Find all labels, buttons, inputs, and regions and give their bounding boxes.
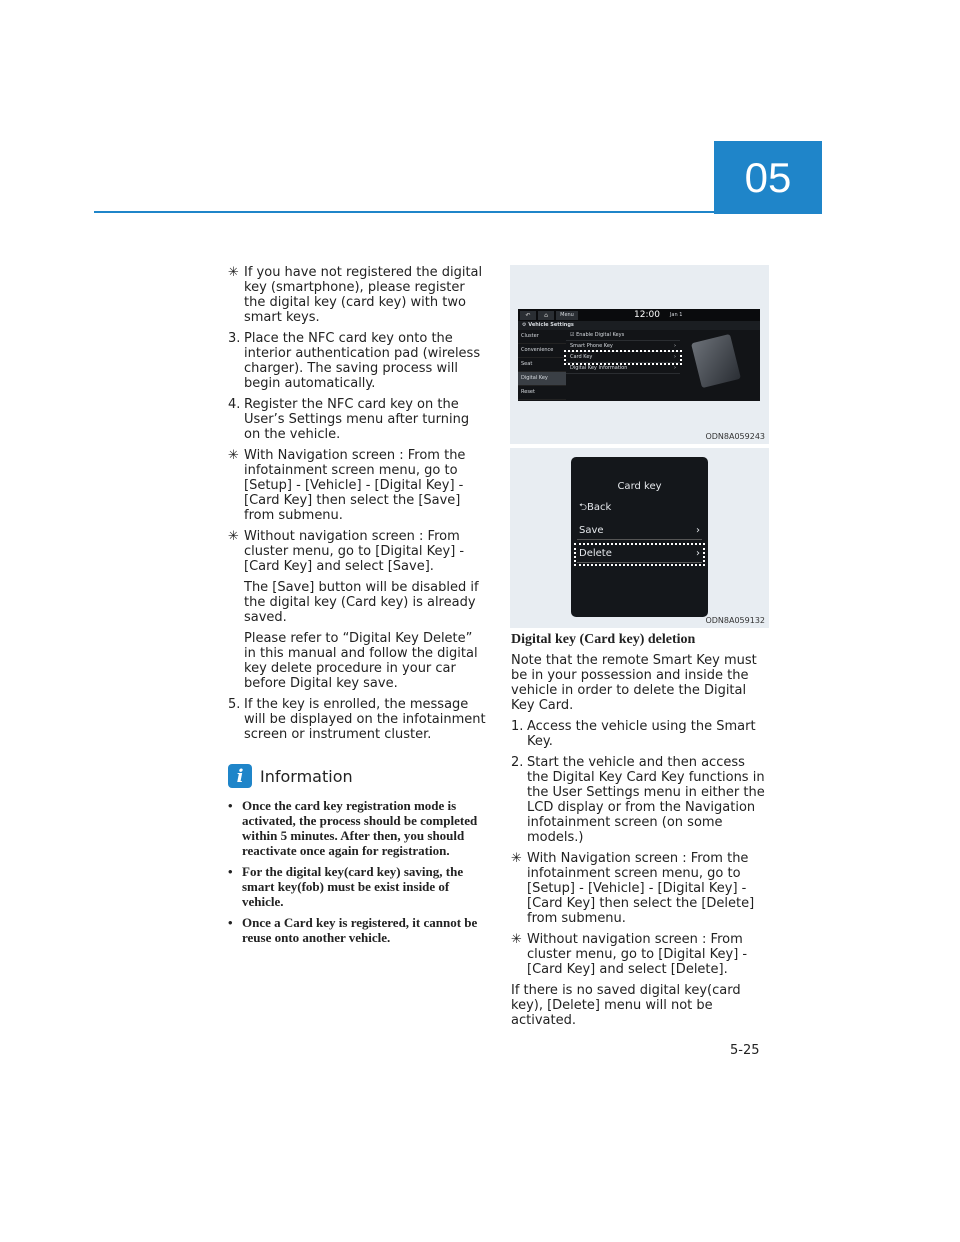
step-item: 5. If the key is enrolled, the message will be displayed on the infotainment screen or instrument cluster. bbox=[228, 697, 486, 742]
asterisk-icon: ✳ bbox=[511, 932, 522, 947]
menu-row-highlighted: Card Key › bbox=[566, 352, 680, 363]
section-heading: Digital key (Card key) deletion bbox=[511, 632, 696, 647]
checkbox-icon: ☑ bbox=[570, 332, 575, 338]
step-item: 3. Place the NFC card key onto the interior authentication pad (wireless charger). The saving process will begin automatically. bbox=[228, 331, 481, 391]
bullet-icon: • bbox=[228, 915, 233, 930]
note-item: ✳ Without navigation screen : From cluster menu, go to [Digital Key] - [Card Key] and select [Save]. bbox=[228, 529, 465, 574]
screen-title: ⚙ Vehicle Settings bbox=[518, 321, 760, 330]
page-number: 5-25 bbox=[730, 1043, 760, 1058]
info-bullet: • Once the card key registration mode is activated, the process should be completed within 5 minutes. After then, you should reactivate once again for registration. bbox=[228, 798, 478, 858]
left-column bbox=[228, 265, 486, 951]
paragraph: Note that the remote Smart Key must be in your possession and inside the vehicle in order to delete the Digital Key Card. bbox=[511, 653, 757, 713]
figure-caption: ODN8A059243 bbox=[705, 432, 765, 441]
figure-caption: ODN8A059132 bbox=[705, 616, 765, 625]
asterisk-icon: ✳ bbox=[511, 851, 522, 866]
chevron-right-icon: › bbox=[674, 365, 676, 371]
sidebar-item: Reset bbox=[518, 386, 566, 400]
header-rule bbox=[94, 211, 714, 213]
home-icon: ⌂ bbox=[538, 311, 554, 320]
gear-icon: ⚙ bbox=[522, 322, 527, 328]
screen-body bbox=[518, 330, 760, 400]
menu-row: ☑ Enable Digital Keys bbox=[566, 330, 680, 341]
asterisk-icon: ✳ bbox=[228, 529, 239, 544]
back-arrow-icon: ⮌ bbox=[579, 502, 588, 513]
figure-infotainment bbox=[510, 265, 769, 444]
card-key-illustration bbox=[691, 334, 741, 388]
screen-main bbox=[566, 330, 760, 400]
menu-row: Digital Key Information › bbox=[566, 363, 680, 374]
bullet-icon: • bbox=[228, 798, 233, 813]
paragraph: The [Save] button will be disabled if the digital key (Card key) is already saved. bbox=[244, 580, 479, 625]
screen-title: Card key bbox=[617, 481, 662, 492]
note-item: ✳ With Navigation screen : From the infotainment screen menu, go to [Setup] - [Vehicle] - [Digital Key] - [Card Key] then select the [Delete] from submenu. bbox=[511, 851, 755, 926]
chapter-tab: 05 bbox=[714, 141, 822, 214]
step-item: 4. Register the NFC card key on the User’s Settings menu after turning on the vehicle. bbox=[228, 397, 470, 442]
chevron-right-icon: › bbox=[696, 525, 700, 536]
screen-sidebar bbox=[518, 330, 566, 400]
sidebar-item-selected: Digital Key bbox=[518, 372, 566, 386]
right-column bbox=[511, 632, 769, 1034]
sidebar-item: Cluster bbox=[518, 330, 566, 344]
paragraph: If there is no saved digital key(card key), [Delete] menu will not be activated. bbox=[511, 983, 741, 1028]
screen-topbar bbox=[518, 309, 760, 321]
asterisk-icon: ✳ bbox=[228, 265, 239, 280]
note-item: ✳ If you have not registered the digital key (smartphone), please register the digital key (card key) with two smart keys. bbox=[228, 265, 483, 325]
info-bullet: • For the digital key(card key) saving, the smart key(fob) must be exist inside of vehicle. bbox=[228, 864, 464, 909]
bullet-icon: • bbox=[228, 864, 233, 879]
chevron-right-icon: › bbox=[696, 548, 700, 559]
clock: 12:00 bbox=[634, 310, 660, 320]
back-row: ⮌Back bbox=[579, 502, 612, 513]
note-item: ✳ Without navigation screen : From cluster menu, go to [Digital Key] - [Card Key] and select [Delete]. bbox=[511, 932, 748, 977]
chevron-right-icon: › bbox=[674, 343, 676, 349]
asterisk-icon: ✳ bbox=[228, 448, 239, 463]
date: Jan 1 bbox=[669, 312, 683, 318]
info-icon: i bbox=[228, 764, 252, 788]
step-item: 2. Start the vehicle and then access the Digital Key Card Key functions in the User Settings menu in either the LCD display or from the Navigation infotainment screen (on some models.) bbox=[511, 755, 765, 845]
menu-button: Menu bbox=[556, 311, 578, 320]
chevron-right-icon: › bbox=[674, 354, 676, 360]
note-item: ✳ With Navigation screen : From the infotainment screen menu, go to [Setup] - [Vehicle] - [Digital Key] - [Card Key] then select the [Save] from submenu. bbox=[228, 448, 466, 523]
cluster-screen bbox=[571, 457, 708, 617]
sidebar-item: Seat bbox=[518, 358, 566, 372]
figure-cluster bbox=[510, 448, 769, 628]
info-bullet: • Once a Card key is registered, it cannot be reuse onto another vehicle. bbox=[228, 915, 478, 945]
paragraph: Please refer to “Digital Key Delete” in this manual and follow the digital key delete procedure in your car before Digital key save. bbox=[244, 631, 478, 691]
information-heading: i Information bbox=[228, 764, 486, 788]
sidebar-item: Convenience bbox=[518, 344, 566, 358]
menu-row: Save › bbox=[577, 523, 702, 540]
infotainment-screen bbox=[518, 309, 760, 401]
back-icon: ↶ bbox=[520, 311, 536, 320]
step-item: 1. Access the vehicle using the Smart Key. bbox=[511, 719, 756, 749]
menu-row: Smart Phone Key › bbox=[566, 341, 680, 352]
menu-row-highlighted: Delete › bbox=[577, 546, 702, 563]
